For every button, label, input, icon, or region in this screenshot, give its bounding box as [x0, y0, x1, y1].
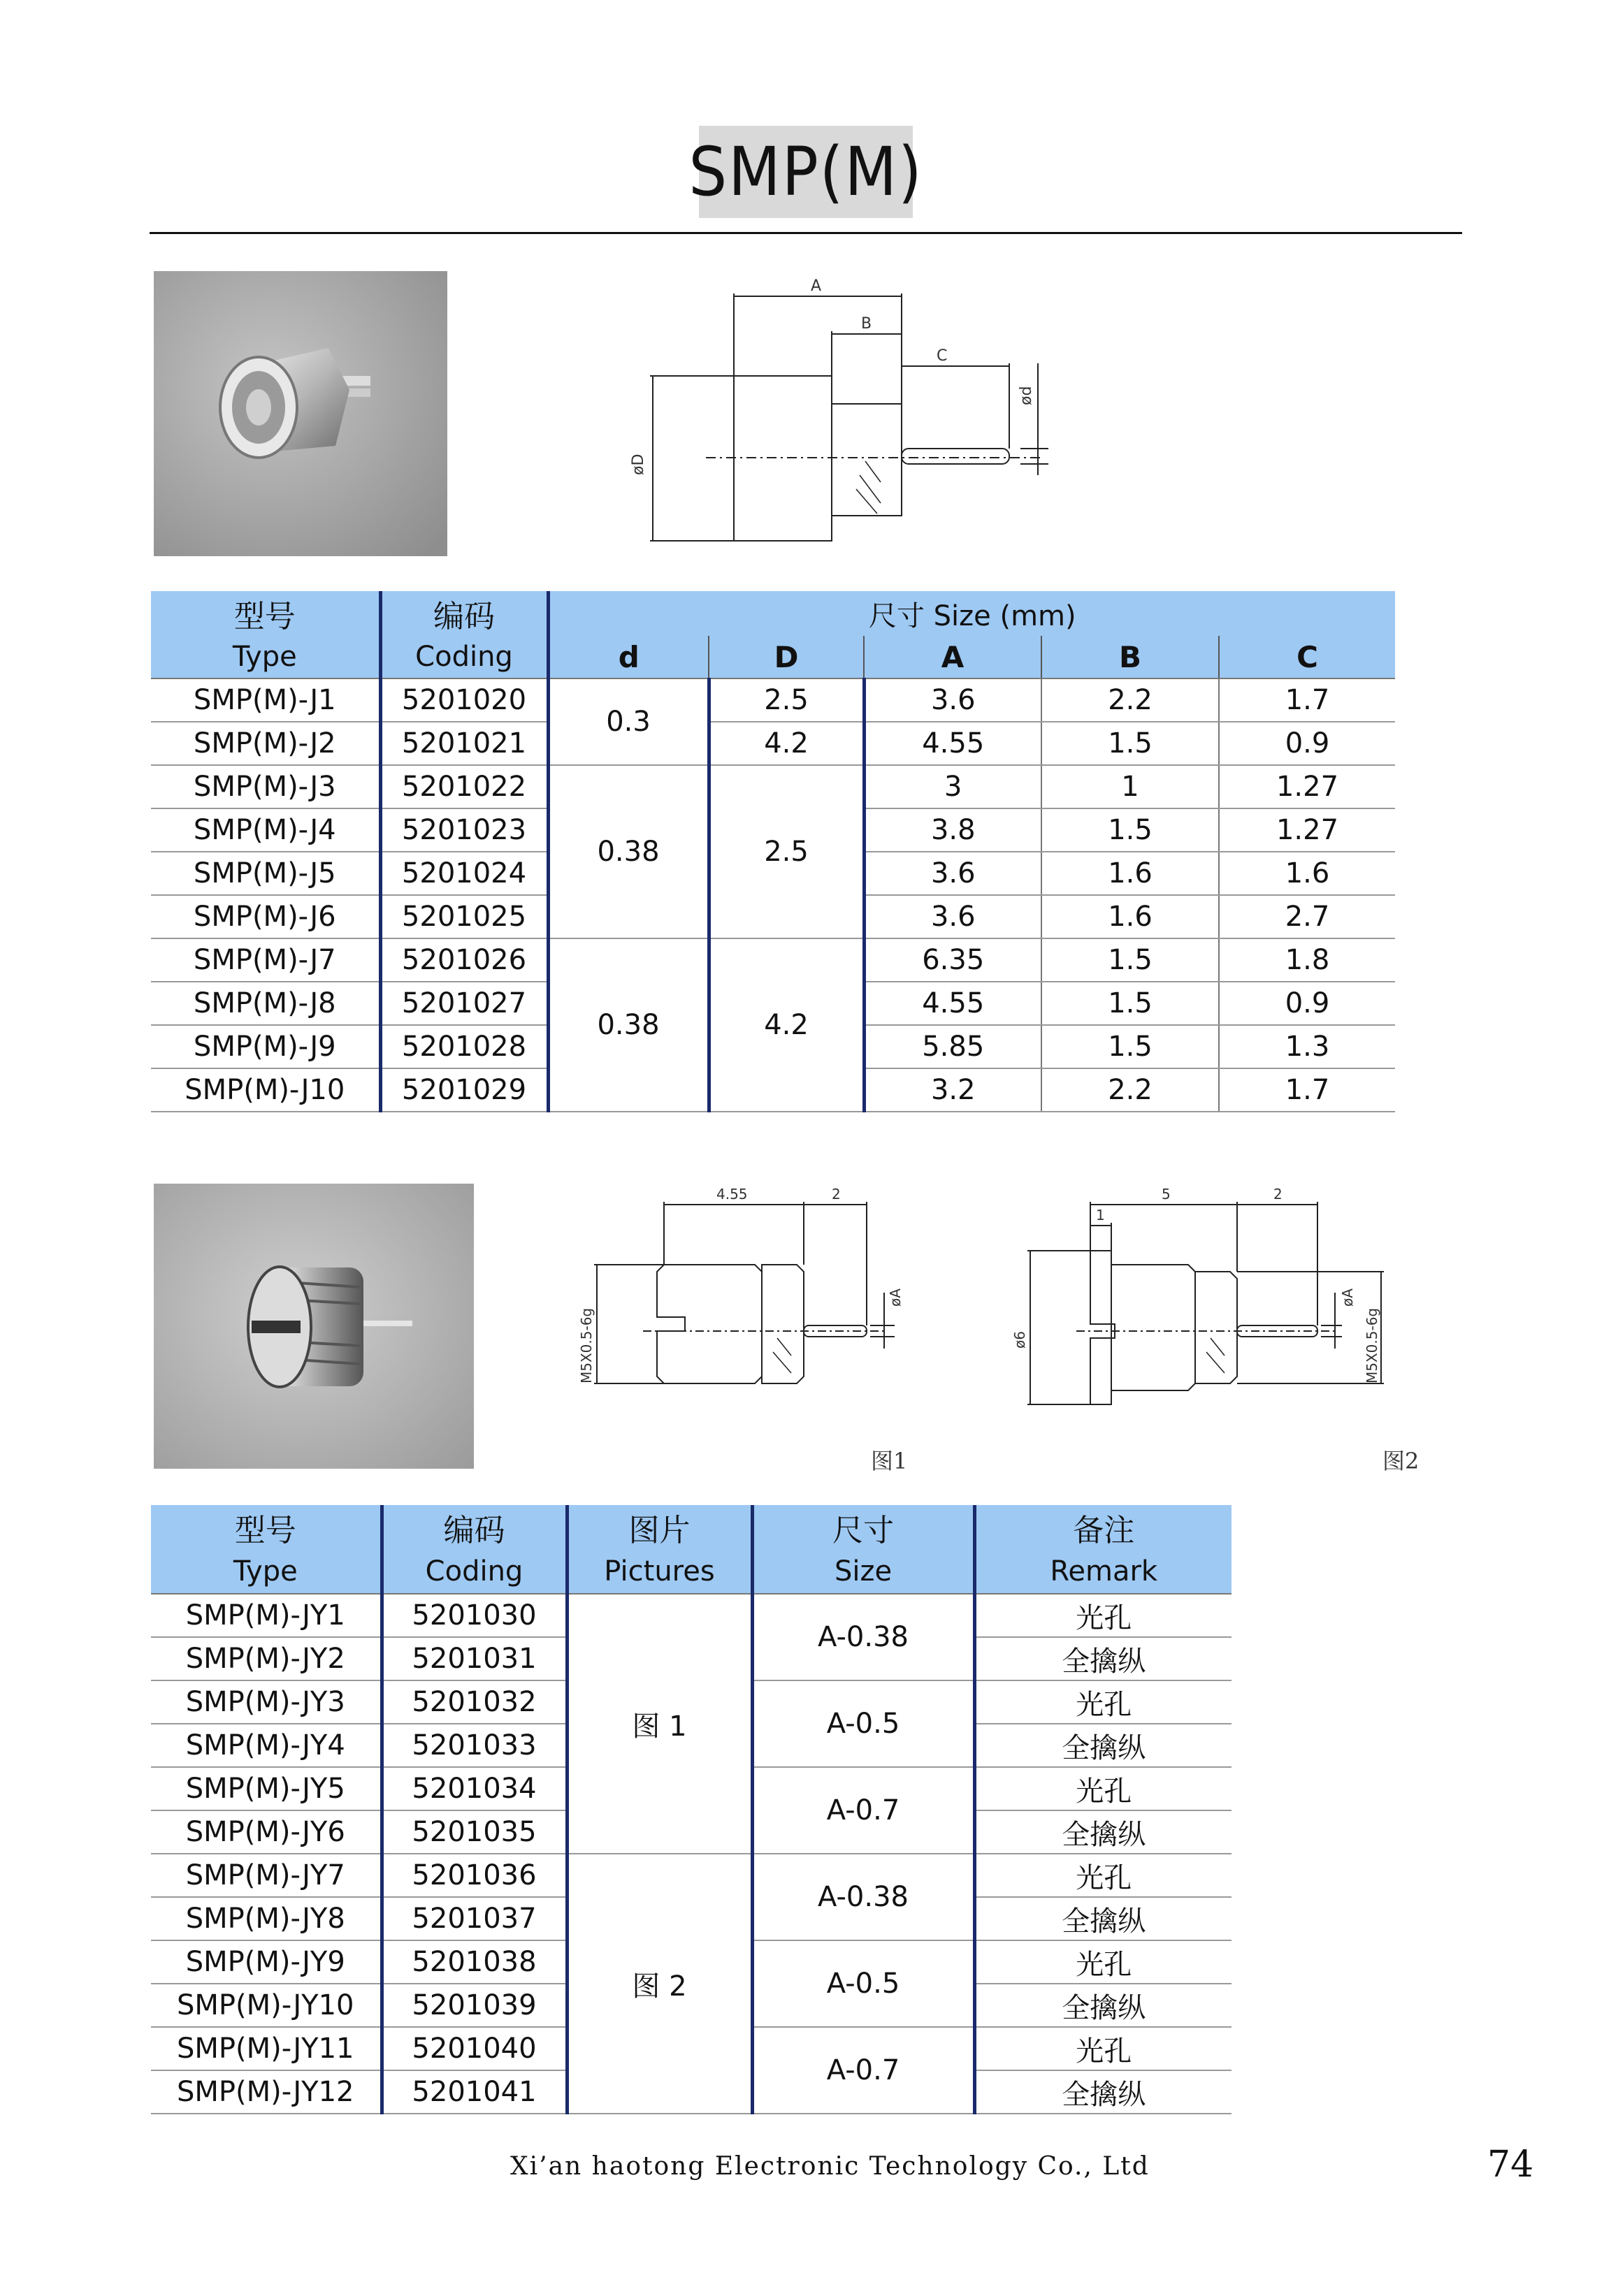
header-pictures-en: Pictures — [567, 1550, 752, 1594]
fig2-dim-flange: 1 — [1096, 1207, 1105, 1223]
table-cell-size: A-0.7 — [752, 1767, 974, 1854]
table-cell-size: A-0.5 — [752, 1940, 974, 2027]
header-coding-cn: 编码 — [382, 1505, 567, 1550]
table-cell-type: SMP(M)-J5 — [151, 852, 380, 895]
table-cell-code: 5201041 — [382, 2070, 567, 2114]
table-cell-type: SMP(M)-J6 — [151, 895, 380, 938]
table-cell-C: 2.7 — [1219, 895, 1395, 938]
fig1-caption: 图1 — [871, 1448, 908, 1474]
dimension-drawing-fig2 — [1006, 1188, 1398, 1467]
table-cell-remark: 光孔 — [974, 1594, 1231, 1637]
table-cell-size: A-0.38 — [752, 1854, 974, 1940]
table-cell-A: 5.85 — [864, 1025, 1041, 1068]
table-cell-B: 1.5 — [1041, 938, 1219, 982]
table-cell-C: 1.6 — [1219, 852, 1395, 895]
table-cell-B: 1.6 — [1041, 895, 1219, 938]
table-cell-code: 5201025 — [380, 895, 548, 938]
table-cell-picture: 图 2 — [567, 1854, 752, 2114]
table-cell-remark: 全擒纵 — [974, 1984, 1231, 2027]
table-cell-size: A-0.7 — [752, 2027, 974, 2114]
spec-table-smp-m-j — [151, 591, 1395, 1112]
header-type-en: Type — [151, 1550, 382, 1594]
footer-company: Xi’an haotong Electronic Technology Co., Ltd — [510, 2152, 1150, 2181]
header-D: D — [709, 636, 864, 678]
dimension-drawing-1 — [608, 273, 1069, 566]
table-cell-type: SMP(M)-J9 — [151, 1025, 380, 1068]
page-number: 74 — [1487, 2144, 1534, 2186]
table-cell-picture: 图 1 — [567, 1594, 752, 1854]
fig2-caption: 图2 — [1382, 1448, 1420, 1474]
title-divider — [150, 232, 1462, 234]
table-cell-type: SMP(M)-J1 — [151, 678, 380, 722]
table-cell-A: 4.55 — [864, 722, 1041, 765]
table-cell-remark: 全擒纵 — [974, 1897, 1231, 1940]
table-cell-code: 5201035 — [382, 1810, 567, 1854]
table-cell-type: SMP(M)-J4 — [151, 808, 380, 852]
fig2-pin-diameter-label: øA — [1339, 1288, 1356, 1307]
spec-table-smp-m-jy — [151, 1505, 1231, 2114]
fig1-pin-diameter-label: øA — [887, 1288, 904, 1307]
table-cell-type: SMP(M)-JY6 — [151, 1810, 382, 1854]
table-cell-type: SMP(M)-JY4 — [151, 1724, 382, 1767]
header-type-en: Type — [151, 636, 380, 678]
table-cell-C: 1.7 — [1219, 1068, 1395, 1112]
header-remark-cn: 备注 — [974, 1505, 1231, 1550]
header-size: 尺寸 Size (mm) — [548, 591, 1395, 636]
table-cell-size: A-0.38 — [752, 1594, 974, 1680]
table-cell-code: 5201038 — [382, 1940, 567, 1984]
table-cell-type: SMP(M)-JY11 — [151, 2027, 382, 2070]
table-cell-code: 5201039 — [382, 1984, 567, 2027]
table-cell-code: 5201023 — [380, 808, 548, 852]
header-A: A — [864, 636, 1041, 678]
header-pictures-cn: 图片 — [567, 1505, 752, 1550]
table-cell-code: 5201034 — [382, 1767, 567, 1810]
product-photo-smp-m-jy — [154, 1184, 474, 1469]
table-cell-code: 5201028 — [380, 1025, 548, 1068]
table-cell-code: 5201021 — [380, 722, 548, 765]
header-C: C — [1219, 636, 1395, 678]
header-coding-cn: 编码 — [380, 591, 548, 636]
table-cell-A: 3.6 — [864, 895, 1041, 938]
table-cell-B: 1 — [1041, 765, 1219, 808]
table-cell-A: 4.55 — [864, 982, 1041, 1025]
table-cell-B: 1.5 — [1041, 722, 1219, 765]
table-cell-remark: 全擒纵 — [974, 1724, 1231, 1767]
table-cell-B: 2.2 — [1041, 678, 1219, 722]
table-cell-type: SMP(M)-J10 — [151, 1068, 380, 1112]
dim-label-b: B — [861, 315, 872, 333]
header-d: d — [548, 636, 709, 678]
table-cell-C: 0.9 — [1219, 982, 1395, 1025]
table-cell-D: 4.2 — [709, 938, 864, 1112]
table-cell-A: 3.6 — [864, 678, 1041, 722]
table-cell-d: 0.38 — [548, 938, 709, 1112]
dim-label-c: C — [937, 347, 948, 365]
fig1-dim-length: 4.55 — [716, 1188, 748, 1203]
table-cell-code: 5201024 — [380, 852, 548, 895]
table-cell-type: SMP(M)-JY12 — [151, 2070, 382, 2114]
table-cell-code: 5201027 — [380, 982, 548, 1025]
table-cell-type: SMP(M)-JY3 — [151, 1680, 382, 1724]
table-cell-A: 3.8 — [864, 808, 1041, 852]
table-cell-B: 1.5 — [1041, 1025, 1219, 1068]
table-cell-code: 5201040 — [382, 2027, 567, 2070]
dimension-drawing-fig1 — [573, 1188, 937, 1467]
table-cell-code: 5201031 — [382, 1637, 567, 1680]
table-cell-code: 5201037 — [382, 1897, 567, 1940]
table-cell-type: SMP(M)-JY10 — [151, 1984, 382, 2027]
fig1-dim-pin: 2 — [832, 1188, 841, 1203]
header-type-cn: 型号 — [151, 591, 380, 636]
table-cell-A: 3.2 — [864, 1068, 1041, 1112]
fig1-thread-label: M5X0.5-6g — [578, 1307, 595, 1383]
header-type-cn: 型号 — [151, 1505, 382, 1550]
table-cell-remark: 全擒纵 — [974, 2070, 1231, 2114]
table-cell-remark: 全擒纵 — [974, 1637, 1231, 1680]
fig2-dim-pin: 2 — [1273, 1188, 1283, 1203]
table-cell-C: 1.27 — [1219, 765, 1395, 808]
header-B: B — [1041, 636, 1219, 678]
dim-label-d-small: ød — [1018, 386, 1035, 405]
table-cell-C: 0.9 — [1219, 722, 1395, 765]
table-cell-type: SMP(M)-J3 — [151, 765, 380, 808]
table-cell-B: 1.5 — [1041, 982, 1219, 1025]
table-cell-C: 1.7 — [1219, 678, 1395, 722]
table-cell-code: 5201026 — [380, 938, 548, 982]
header-coding-en: Coding — [382, 1550, 567, 1594]
table-cell-type: SMP(M)-J7 — [151, 938, 380, 982]
fig2-dim-length: 5 — [1162, 1188, 1171, 1203]
table-cell-D: 2.5 — [709, 765, 864, 938]
table-cell-D: 2.5 — [709, 678, 864, 722]
product-photo-smp-m-j — [154, 271, 447, 556]
table-cell-A: 3.6 — [864, 852, 1041, 895]
table-cell-remark: 光孔 — [974, 1767, 1231, 1810]
table-cell-C: 1.3 — [1219, 1025, 1395, 1068]
header-coding-en: Coding — [380, 636, 548, 678]
table-cell-D: 4.2 — [709, 722, 864, 765]
table-cell-code: 5201029 — [380, 1068, 548, 1112]
table-cell-remark: 光孔 — [974, 1680, 1231, 1724]
table-cell-type: SMP(M)-J2 — [151, 722, 380, 765]
table-cell-code: 5201022 — [380, 765, 548, 808]
header-size-en: Size — [752, 1550, 974, 1594]
table-cell-B: 1.6 — [1041, 852, 1219, 895]
table-cell-code: 5201020 — [380, 678, 548, 722]
table-cell-size: A-0.5 — [752, 1680, 974, 1767]
table-cell-type: SMP(M)-JY9 — [151, 1940, 382, 1984]
dim-label-a: A — [811, 277, 822, 295]
table-cell-B: 1.5 — [1041, 808, 1219, 852]
header-remark-en: Remark — [974, 1550, 1231, 1594]
table-cell-B: 2.2 — [1041, 1068, 1219, 1112]
table-cell-code: 5201032 — [382, 1680, 567, 1724]
table-cell-type: SMP(M)-JY5 — [151, 1767, 382, 1810]
table-cell-C: 1.27 — [1219, 808, 1395, 852]
table-cell-remark: 光孔 — [974, 1940, 1231, 1984]
table-cell-code: 5201030 — [382, 1594, 567, 1637]
table-cell-d: 0.3 — [548, 678, 709, 765]
table-cell-d: 0.38 — [548, 765, 709, 938]
fig2-diameter-label: ø6 — [1011, 1331, 1028, 1349]
fig2-thread-label: M5X0.5-6g — [1364, 1307, 1380, 1383]
table-cell-A: 6.35 — [864, 938, 1041, 982]
header-size-cn: 尺寸 — [752, 1505, 974, 1550]
page-title: SMP(M) — [699, 126, 913, 218]
table-cell-type: SMP(M)-JY2 — [151, 1637, 382, 1680]
table-cell-remark: 光孔 — [974, 2027, 1231, 2070]
table-cell-type: SMP(M)-JY8 — [151, 1897, 382, 1940]
table-cell-remark: 光孔 — [974, 1854, 1231, 1897]
table-cell-remark: 全擒纵 — [974, 1810, 1231, 1854]
table-cell-C: 1.8 — [1219, 938, 1395, 982]
table-cell-type: SMP(M)-JY7 — [151, 1854, 382, 1897]
table-cell-type: SMP(M)-JY1 — [151, 1594, 382, 1637]
table-cell-code: 5201033 — [382, 1724, 567, 1767]
table-cell-A: 3 — [864, 765, 1041, 808]
dim-label-d-large: øD — [630, 453, 647, 475]
table-cell-code: 5201036 — [382, 1854, 567, 1897]
table-cell-type: SMP(M)-J8 — [151, 982, 380, 1025]
